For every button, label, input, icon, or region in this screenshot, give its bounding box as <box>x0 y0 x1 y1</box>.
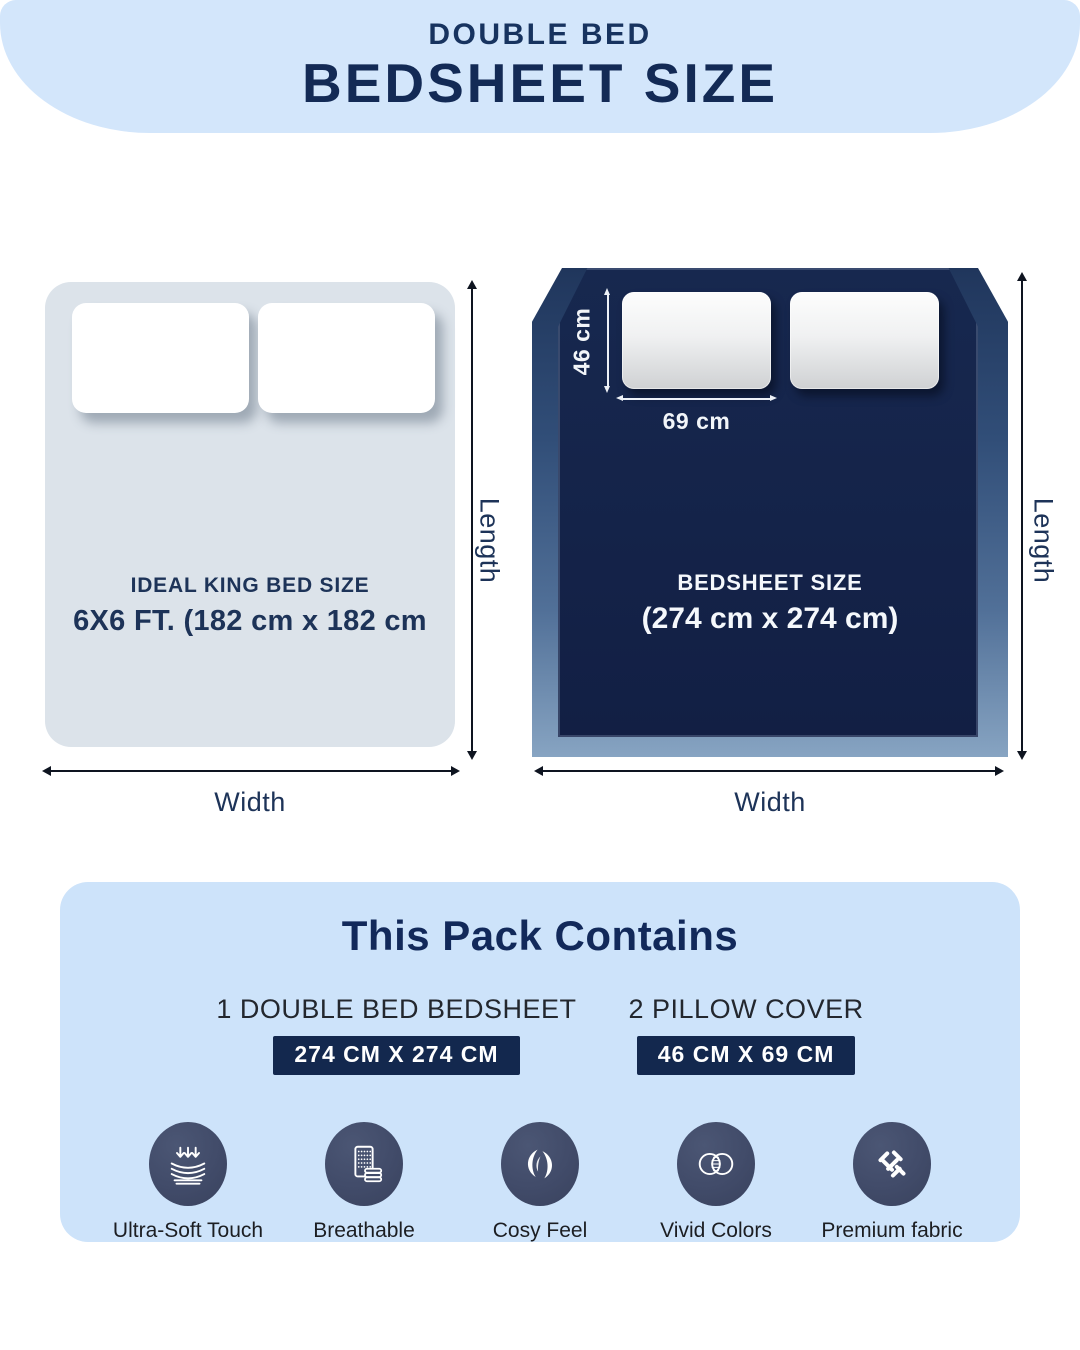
king-bed-diagram <box>45 282 455 747</box>
pillow-cover <box>790 292 939 389</box>
pillow-cover <box>622 292 771 389</box>
king-bed-label: IDEAL KING BED SIZE <box>130 574 370 597</box>
pillow <box>72 303 249 413</box>
width-arrow-king <box>50 770 452 772</box>
feature-vivid <box>630 1122 802 1243</box>
feature-premium <box>806 1122 978 1243</box>
length-label-sheet: Length <box>1028 497 1059 584</box>
feature-icons-row <box>102 1122 978 1243</box>
pack-item-bedsheet <box>216 994 576 1075</box>
feature-ultra-soft <box>102 1122 274 1243</box>
feature-cosy <box>454 1122 626 1243</box>
pillow-width-label: 69 cm <box>662 408 731 434</box>
pillow-height-arrow <box>607 294 609 387</box>
bedsheet-caption <box>532 570 1008 636</box>
feature-label: Premium fabric <box>821 1219 963 1242</box>
weave-stitch-icon <box>853 1122 931 1206</box>
pillow-width-arrow <box>622 398 771 400</box>
size-badge: 46 CM X 69 CM <box>637 1036 856 1075</box>
length-arrow-sheet <box>1021 280 1023 752</box>
pack-items-row <box>60 994 1020 1075</box>
bedsheet-size: (274 cm x 274 cm) <box>641 602 899 635</box>
page-title: BEDSHEET SIZE <box>301 51 779 114</box>
header-subtitle: DOUBLE BED <box>428 17 652 51</box>
feature-label: Vivid Colors <box>660 1219 772 1242</box>
width-label-sheet: Width <box>734 787 806 817</box>
bedsheet-label: BEDSHEET SIZE <box>677 570 863 595</box>
pack-title: This Pack Contains <box>341 912 739 959</box>
fabric-swatch-stack-icon <box>325 1122 403 1206</box>
pack-item-pillow <box>629 994 864 1075</box>
feature-breathable <box>278 1122 450 1243</box>
bedsheet-diagram <box>532 268 1008 757</box>
width-arrow-sheet <box>542 770 996 772</box>
soft-layers-arrows-icon <box>149 1122 227 1206</box>
king-bed-size: 6X6 FT. (182 cm x 182 cm <box>73 605 427 637</box>
king-bed-caption <box>45 574 455 638</box>
pack-item-label: 1 DOUBLE BED BEDSHEET <box>216 994 577 1024</box>
width-label-king: Width <box>214 787 286 817</box>
pack-contents-panel <box>60 882 1020 1242</box>
feature-label: Cosy Feel <box>492 1219 588 1242</box>
pack-item-label: 2 PILLOW COVER <box>628 994 864 1024</box>
feathers-icon <box>501 1122 579 1206</box>
feature-label: Breathable <box>313 1219 415 1242</box>
overlapping-circles-icon <box>677 1122 755 1206</box>
size-badge: 274 CM X 274 CM <box>273 1036 519 1075</box>
pillow <box>258 303 435 413</box>
pillow-height-label: 46 cm <box>568 307 595 376</box>
header-banner <box>0 0 1080 133</box>
length-label-king: Length <box>474 497 505 584</box>
feature-label: Ultra-Soft Touch <box>112 1219 264 1242</box>
